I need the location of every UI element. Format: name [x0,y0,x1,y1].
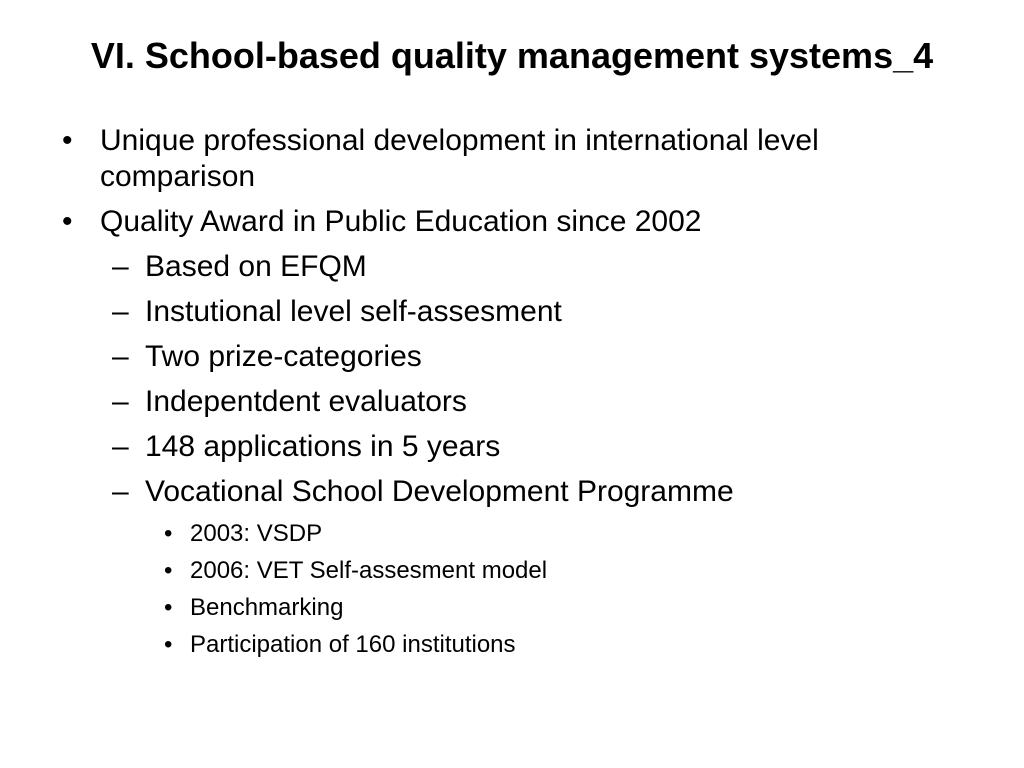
sub-list-item [60,339,960,375]
sub-sub-list-item-text: 2003: VSDP [190,520,323,547]
dash-icon: – [112,475,129,508]
list-item [60,204,960,240]
dash-icon: – [112,340,129,373]
sub-list-item [60,249,960,285]
sub-list-item [60,474,960,510]
sub-list-item [60,429,960,465]
bullet-icon: • [164,520,173,547]
sub-list-item-text: Instutional level self-assesment [145,295,562,328]
sub-list-item-text: Indepentdent evaluators [145,385,467,418]
list-item [60,123,960,195]
list-item-text: Quality Award in Public Education since 2002 [100,205,702,238]
sub-sub-list-item-text: 2006: VET Self-assesment model [190,557,548,584]
dash-icon: – [112,385,129,418]
sub-sub-list-item-text: Benchmarking [190,594,344,621]
sub-sub-list-item [60,556,960,586]
list-item-text: Unique professional development in international level comparison [100,124,819,193]
bullet-list [60,123,960,667]
sub-list-item-text: Vocational School Development Programme [145,475,734,508]
sub-list-item-text: 148 applications in 5 years [145,430,501,463]
sub-sub-list-item [60,630,960,660]
bullet-icon: • [62,205,73,238]
dash-icon: – [112,295,129,328]
sub-list-item-text: Based on EFQM [145,250,367,283]
sub-list-item-text: Two prize-categories [145,340,422,373]
dash-icon: – [112,430,129,463]
bullet-icon: • [62,124,73,157]
dash-icon: – [112,250,129,283]
sub-sub-list-item [60,593,960,623]
sub-list-item [60,384,960,420]
bullet-icon: • [164,557,173,584]
bullet-icon: • [164,594,173,621]
sub-sub-list-item [60,519,960,549]
sub-sub-list-item-text: Participation of 160 institutions [190,631,516,658]
sub-list-item [60,294,960,330]
slide-title: VI. School-based quality management systems_4 [90,35,934,76]
bullet-icon: • [164,631,173,658]
